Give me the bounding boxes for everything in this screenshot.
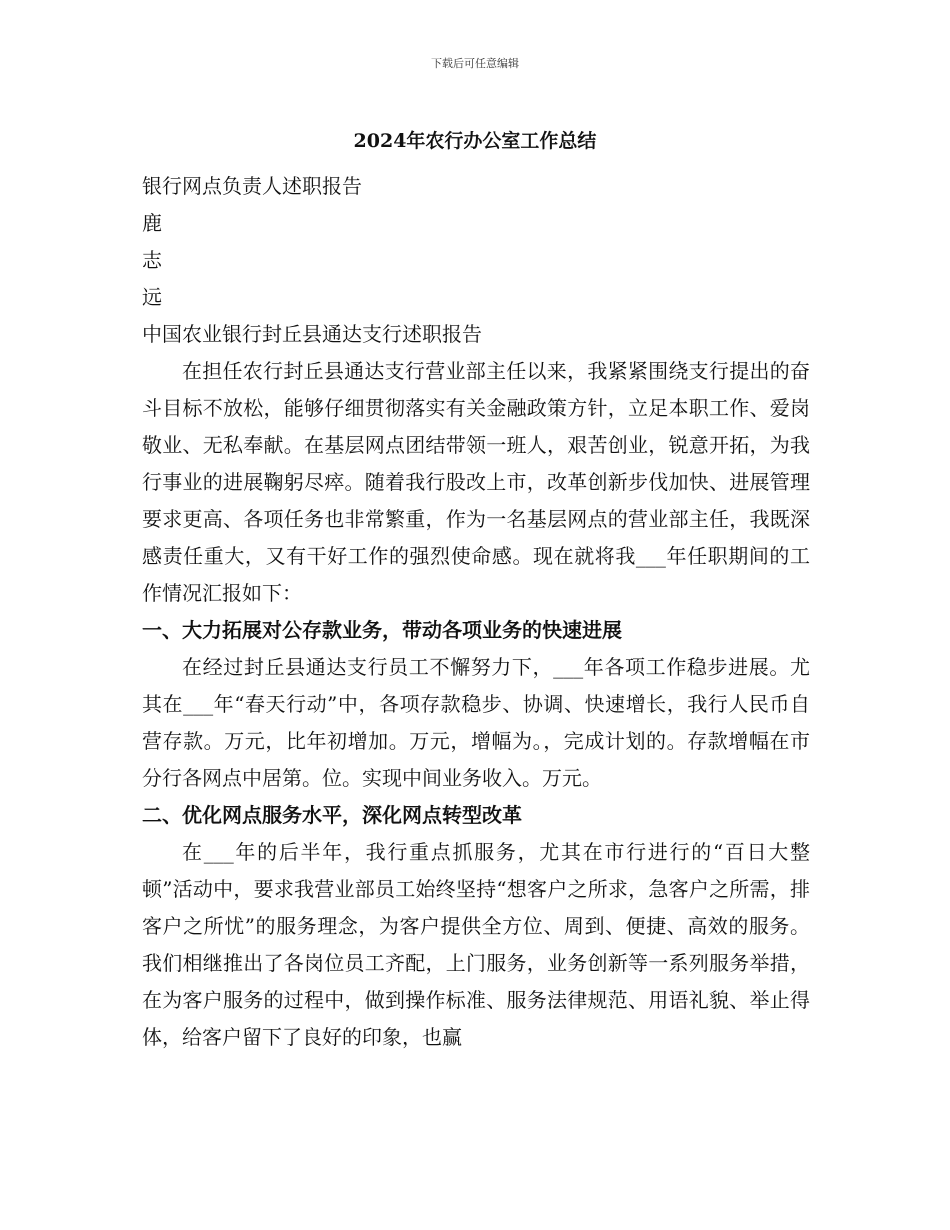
section-2-paragraph: 在___年的后半年，我行重点抓服务，尤其在市行进行的“百日大整顿”活动中，要求我营业部员工始终坚持“想客户之所求，急客户之所需，排客户之所忧”的服务理念，为客户提供全方位、周到、便捷、高效的服务。我们相继推出了各岗位员工齐配，上门服务，业务创新等一系列服务举措，在为客户服务的过程中，做到操作标准、服务法律规范、用语礼貌、举止得体，给客户留下了良好的印象，也赢 bbox=[142, 840, 810, 1049]
author-name-char-2: 志 bbox=[142, 248, 162, 272]
document-title: 2024年农行办公室工作总结 bbox=[353, 130, 597, 152]
intro-paragraph: 在担任农行封丘县通达支行营业部主任以来，我紧紧围绕支行提出的奋斗目标不放松，能够仔细贯彻落实有关金融政策方针，立足本职工作、爱岗敬业、无私奉献。在基层网点团结带领一班人，艰苦创业，锐意开拓，为我行事业的进展鞠躬尽瘁。随着我行股改上市，改革创新步伐加快、进展管理要求更高、各项任务也非常繁重，作为一名基层网点的营业部主任，我既深感责任重大，又有干好工作的强烈使命感。现在就将我___年任职期间的工作情况汇报如下： bbox=[142, 359, 810, 605]
report-title-line: 中国农业银行封丘县通达支行述职报告 bbox=[142, 322, 482, 346]
section-heading-1: 一、大力拓展对公存款业务，带动各项业务的快速进展 bbox=[142, 618, 622, 642]
header-note: 下载后可任意编辑 bbox=[431, 57, 519, 70]
author-name-char-1: 鹿 bbox=[142, 211, 162, 235]
section-heading-2: 二、优化网点服务水平，深化网点转型改革 bbox=[142, 803, 522, 827]
section-1-paragraph: 在经过封丘县通达支行员工不懈努力下，___年各项工作稳步进展。尤其在___年“春天行动”中，各项存款稳步、协调、快速增长，我行人民币自营存款。万元，比年初增加。万元，增幅为。，完成计划的。存款增幅在市分行各网点中居第。位。实现中间业务收入。万元。 bbox=[142, 655, 810, 790]
author-name-char-3: 远 bbox=[142, 285, 162, 309]
document-body bbox=[142, 168, 810, 1056]
subtitle-line: 银行网点负责人述职报告 bbox=[142, 174, 362, 198]
